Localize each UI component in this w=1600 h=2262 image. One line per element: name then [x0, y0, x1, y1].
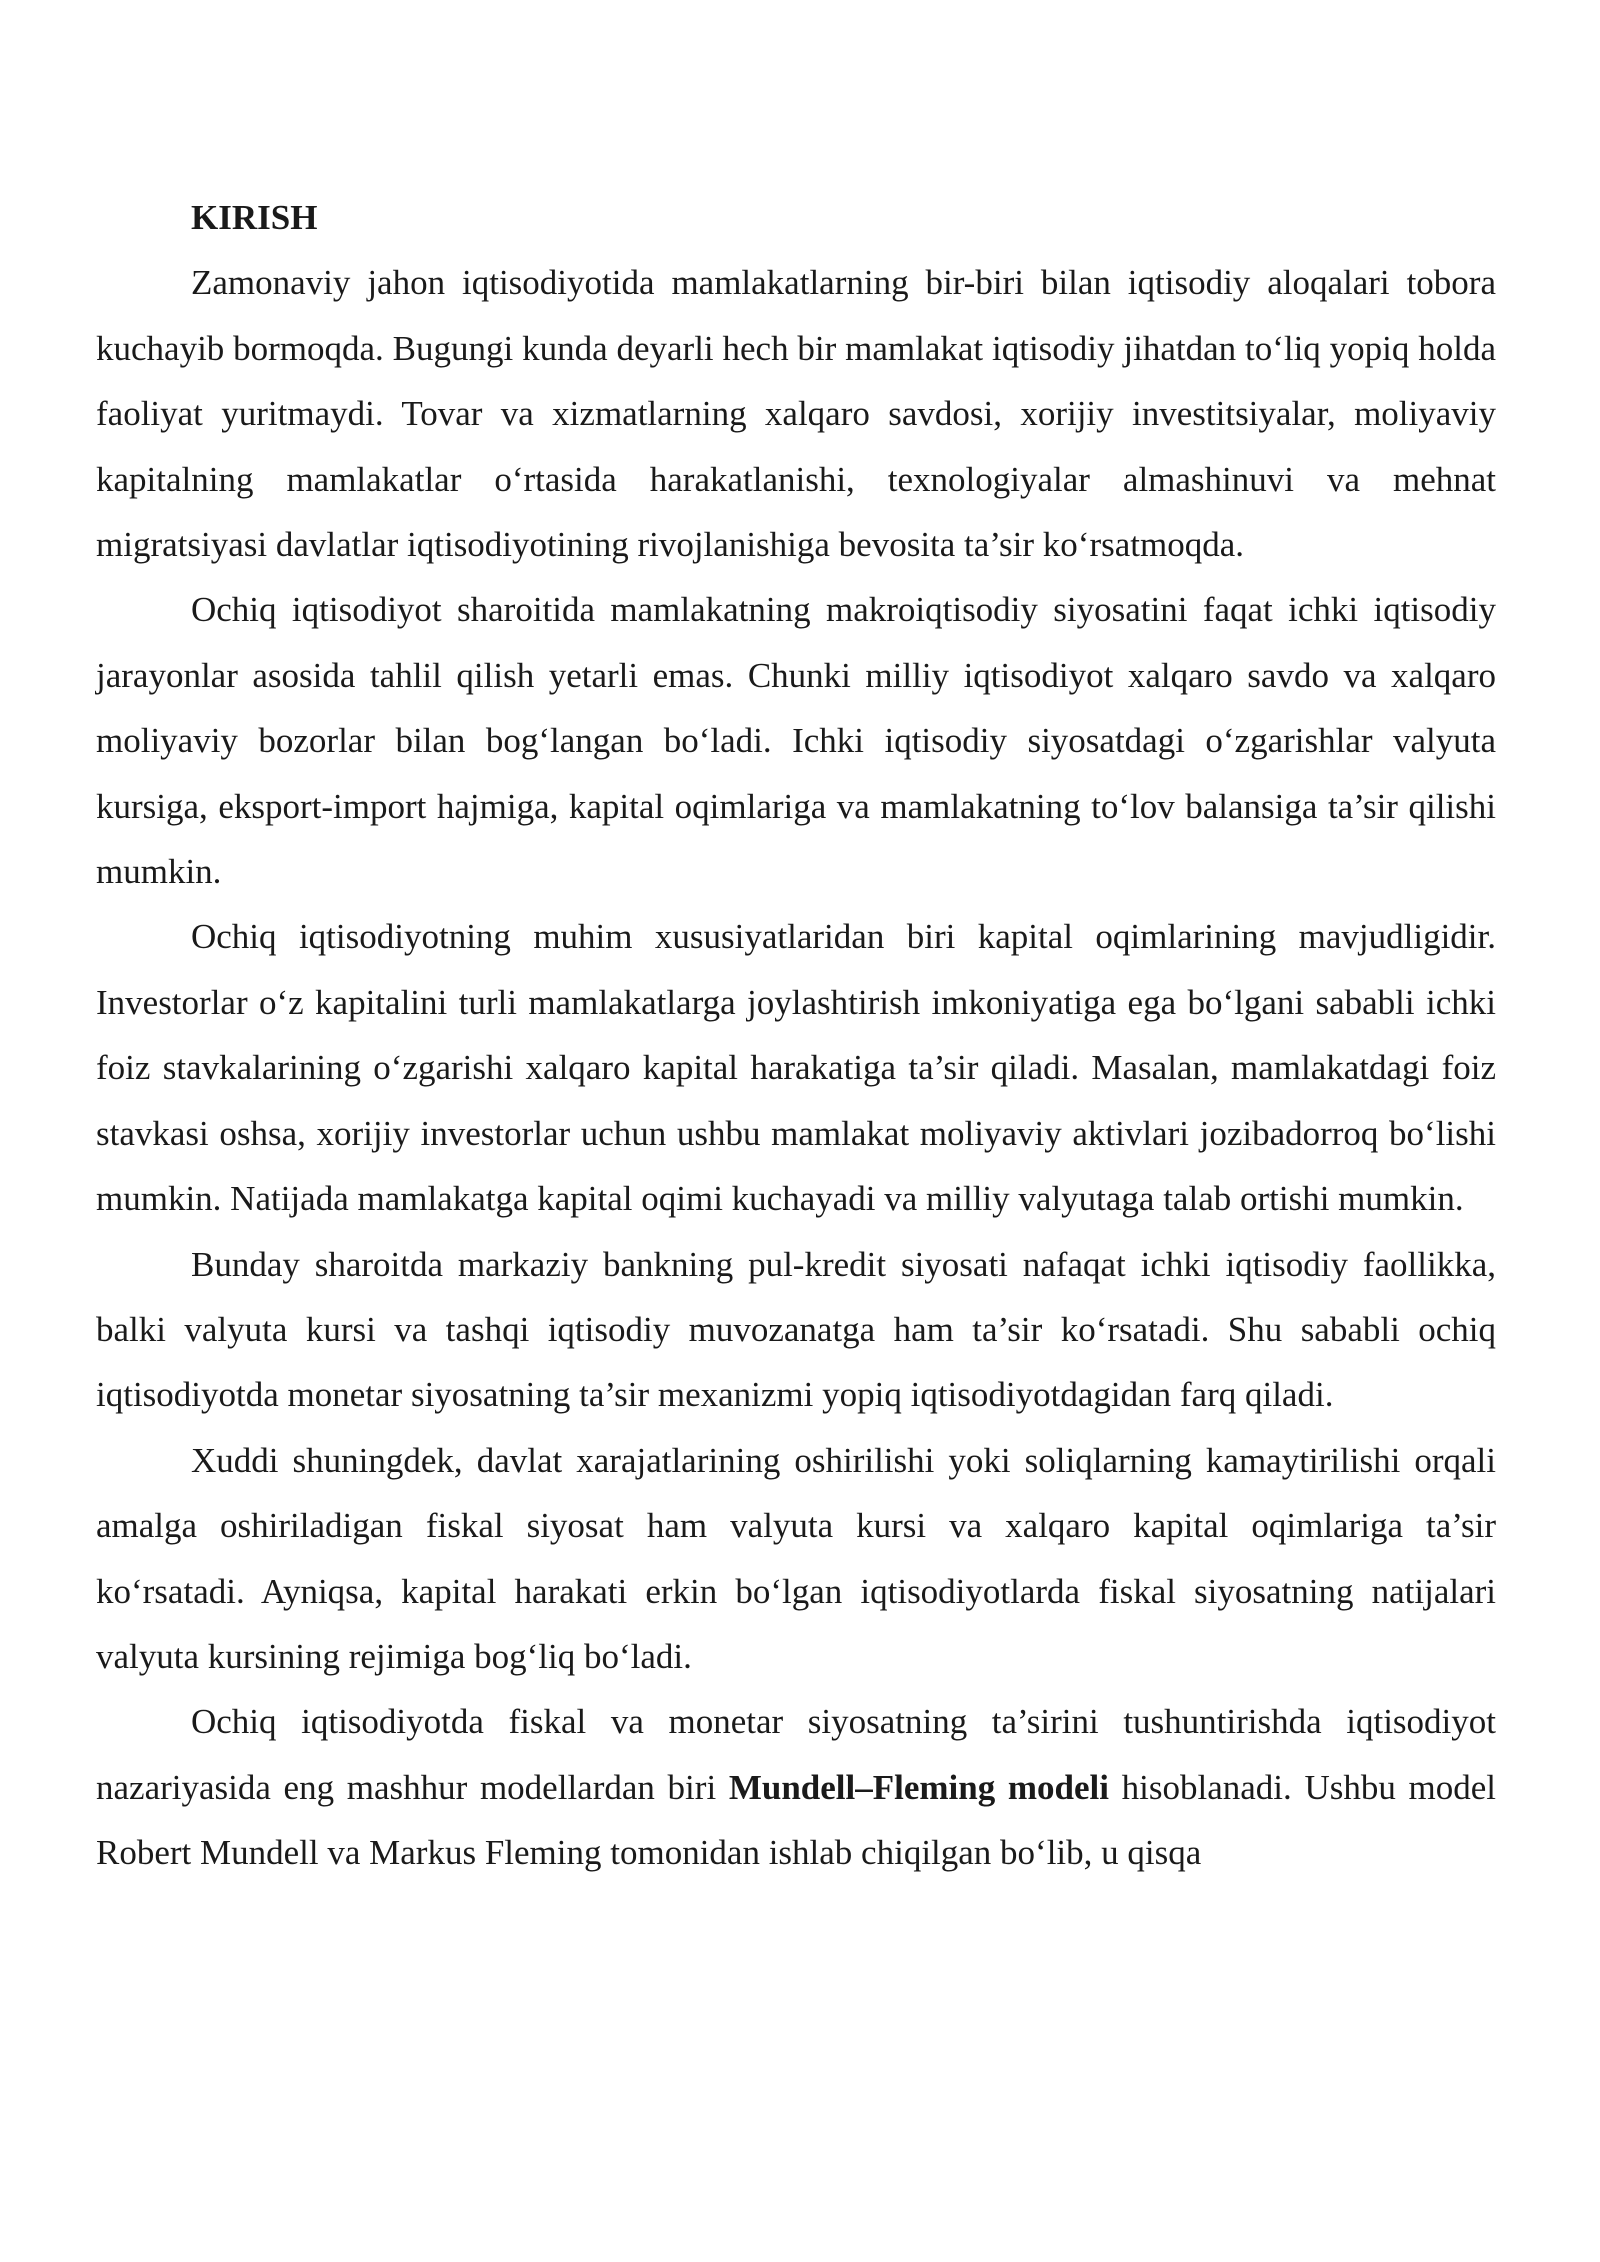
bold-model-name: Mundell–Fleming modeli	[728, 1767, 1109, 1807]
paragraph: Ochiq iqtisodiyotning muhim xususiyatlaridan biri kapital oqimlarining mavjudligidir. Investorlar o‘z kapitalini turli mamlakatlarga joylashtirish imkoniyatiga ega bo‘lgani sababli ichki foiz stavkalarining o‘zgarishi xalqaro kapital harakatiga ta’sir qiladi. Masalan, mamlakatdagi foiz stavkasi oshsa, xorijiy investorlar uchun ushbu mamlakat moliyaviy aktivlari jozibadorroq bo‘lishi mumkin. Natijada mamlakatga kapital oqimi kuchayadi va milliy valyutaga talab ortishi mumkin.	[96, 917, 1496, 1219]
paragraph: Ochiq iqtisodiyot sharoitida mamlakatning makroiqtisodiy siyosatini faqat ichki iqtisodiy jarayonlar asosida tahlil qilish yetarli emas. Chunki milliy iqtisodiyot xalqaro savdo va xalqaro moliyaviy bozorlar bilan bog‘langan bo‘ladi. Ichki iqtisodiy siyosatdagi o‘zgarishlar valyuta kursiga, eksport-import hajmiga, kapital oqimlariga va mamlakatning to‘lov balansiga ta’sir qilishi mumkin.	[96, 590, 1496, 892]
paragraph-last	[96, 1689, 1496, 1885]
paragraph: Bunday sharoitda markaziy bankning pul-kredit siyosati nafaqat ichki iqtisodiy faollikka, balki valyuta kursi va tashqi iqtisodiy muvozanatga ham ta’sir ko‘rsatadi. Shu sababli ochiq iqtisodiyotda monetar siyosatning ta’sir mexanizmi yopiq iqtisodiyotdagidan farq qiladi.	[96, 1244, 1496, 1415]
paragraph-text-after: hisoblanadi. Ushbu model Robert Mundell va Markus Fleming tomonidan ishlab chiqilgan bo‘lib, u qisqa	[96, 1767, 1496, 1873]
paragraph: Xuddi shuningdek, davlat xarajatlarining oshirilishi yoki soliqlarning kamaytirilishi orqali amalga oshiriladigan fiskal siyosat ham valyuta kursi va xalqaro kapital oqimlariga ta’sir ko‘rsatadi. Ayniqsa, kapital harakati erkin bo‘lgan iqtisodiyotlarda fiskal siyosatning natijalari valyuta kursining rejimiga bog‘liq bo‘ladi.	[96, 1440, 1496, 1676]
document-page	[96, 185, 1496, 1886]
paragraph: Zamonaviy jahon iqtisodiyotida mamlakatlarning bir-biri bilan iqtisodiy aloqalari tobora kuchayib bormoqda. Bugungi kunda deyarli hech bir mamlakat iqtisodiy jihatdan to‘liq yopiq holda faoliyat yuritmaydi. Tovar va xizmatlarning xalqaro savdosi, xorijiy investitsiyalar, moliyaviy kapitalning mamlakatlar o‘rtasida harakatlanishi, texnologiyalar almashinuvi va mehnat migratsiyasi davlatlar iqtisodiyotining rivojlanishiga bevosita ta’sir ko‘rsatmoqda.	[96, 263, 1496, 565]
section-heading: KIRISH	[191, 198, 318, 237]
paragraph-text-before: Ochiq iqtisodiyotda fiskal va monetar siyosatning ta’sirini tushuntirishda iqtisodiyot nazariyasida eng mashhur modellardan biri	[96, 1702, 1496, 1807]
